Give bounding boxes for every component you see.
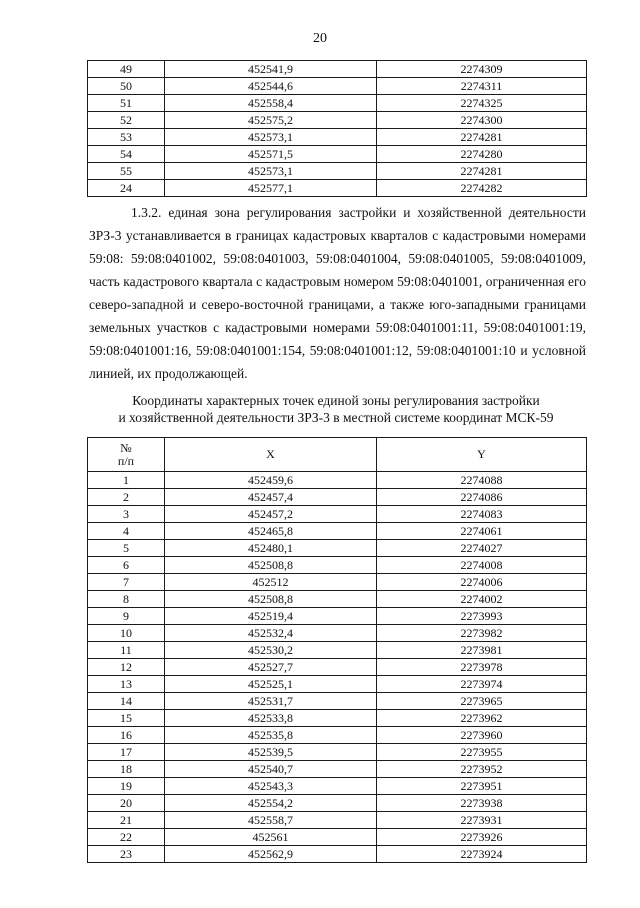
x-coordinate-cell: 452562,9: [165, 846, 377, 863]
point-number-cell: 7: [88, 574, 165, 591]
point-number-cell: 18: [88, 761, 165, 778]
y-coordinate-cell: 2273924: [377, 846, 587, 863]
x-coordinate-cell: 452554,2: [165, 795, 377, 812]
y-coordinate-cell: 2274325: [377, 95, 587, 112]
x-coordinate-cell: 452519,4: [165, 608, 377, 625]
x-coordinate-cell: 452530,2: [165, 642, 377, 659]
table-row: [88, 95, 587, 112]
point-number-cell: 6: [88, 557, 165, 574]
table-row: [88, 78, 587, 95]
table-header-row: [88, 438, 587, 472]
point-number-cell: 15: [88, 710, 165, 727]
point-number-cell: 9: [88, 608, 165, 625]
x-coordinate-cell: 452531,7: [165, 693, 377, 710]
point-number-cell: 55: [88, 163, 165, 180]
y-coordinate-cell: 2273993: [377, 608, 587, 625]
y-coordinate-cell: 2274280: [377, 146, 587, 163]
table-row: [88, 744, 587, 761]
y-coordinate-cell: 2273960: [377, 727, 587, 744]
header-number: [88, 438, 165, 472]
y-coordinate-cell: 2274006: [377, 574, 587, 591]
point-number-cell: 23: [88, 846, 165, 863]
table-row: [88, 489, 587, 506]
table-row: [88, 812, 587, 829]
y-coordinate-cell: 2273974: [377, 676, 587, 693]
table-row: [88, 506, 587, 523]
y-coordinate-cell: 2274309: [377, 61, 587, 78]
x-coordinate-cell: 452525,1: [165, 676, 377, 693]
coordinates-table-body: [88, 472, 587, 863]
point-number-cell: 8: [88, 591, 165, 608]
y-coordinate-cell: 2274281: [377, 163, 587, 180]
table-row: [88, 591, 587, 608]
x-coordinate-cell: 452535,8: [165, 727, 377, 744]
point-number-cell: 13: [88, 676, 165, 693]
table-row: [88, 625, 587, 642]
table-row: [88, 778, 587, 795]
point-number-cell: 54: [88, 146, 165, 163]
x-coordinate-cell: 452459,6: [165, 472, 377, 489]
point-number-cell: 20: [88, 795, 165, 812]
point-number-cell: 10: [88, 625, 165, 642]
x-coordinate-cell: 452573,1: [165, 163, 377, 180]
point-number-cell: 3: [88, 506, 165, 523]
header-x: X: [165, 438, 377, 472]
table-row: [88, 129, 587, 146]
y-coordinate-cell: 2273965: [377, 693, 587, 710]
x-coordinate-cell: 452577,1: [165, 180, 377, 197]
y-coordinate-cell: 2273962: [377, 710, 587, 727]
x-coordinate-cell: 452561: [165, 829, 377, 846]
header-number-line-1: №: [120, 440, 132, 455]
y-coordinate-cell: 2274281: [377, 129, 587, 146]
y-coordinate-cell: 2273938: [377, 795, 587, 812]
section-heading-line-1: Координаты характерных точек единой зоны регулирования застройки: [132, 393, 540, 408]
x-coordinate-cell: 452539,5: [165, 744, 377, 761]
x-coordinate-cell: 452480,1: [165, 540, 377, 557]
page-number: 20: [313, 31, 327, 46]
section-heading: [84, 392, 588, 426]
header-y: Y: [377, 438, 587, 472]
x-coordinate-cell: 452508,8: [165, 591, 377, 608]
point-number-cell: 17: [88, 744, 165, 761]
table-row: [88, 574, 587, 591]
table-row: [88, 761, 587, 778]
point-number-cell: 21: [88, 812, 165, 829]
y-coordinate-cell: 2273926: [377, 829, 587, 846]
x-coordinate-cell: 452508,8: [165, 557, 377, 574]
x-coordinate-cell: 452543,3: [165, 778, 377, 795]
point-number-cell: 51: [88, 95, 165, 112]
header-number-line-2: п/п: [117, 453, 135, 468]
y-coordinate-cell: 2273952: [377, 761, 587, 778]
table-row: [88, 523, 587, 540]
point-number-cell: 24: [88, 180, 165, 197]
table-row: [88, 795, 587, 812]
x-coordinate-cell: 452532,4: [165, 625, 377, 642]
point-number-cell: 11: [88, 642, 165, 659]
y-coordinate-cell: 2274282: [377, 180, 587, 197]
x-coordinate-cell: 452533,8: [165, 710, 377, 727]
y-coordinate-cell: 2273981: [377, 642, 587, 659]
y-coordinate-cell: 2273978: [377, 659, 587, 676]
x-coordinate-cell: 452465,8: [165, 523, 377, 540]
y-coordinate-cell: 2274002: [377, 591, 587, 608]
y-coordinate-cell: 2274311: [377, 78, 587, 95]
point-number-cell: 52: [88, 112, 165, 129]
y-coordinate-cell: 2274008: [377, 557, 587, 574]
x-coordinate-cell: 452558,7: [165, 812, 377, 829]
x-coordinate-cell: 452457,4: [165, 489, 377, 506]
table-row: [88, 163, 587, 180]
y-coordinate-cell: 2273955: [377, 744, 587, 761]
point-number-cell: 12: [88, 659, 165, 676]
x-coordinate-cell: 452541,9: [165, 61, 377, 78]
table-row: [88, 642, 587, 659]
table-row: [88, 61, 587, 78]
table-row: [88, 472, 587, 489]
y-coordinate-cell: 2273982: [377, 625, 587, 642]
y-coordinate-cell: 2274083: [377, 506, 587, 523]
point-number-cell: 5: [88, 540, 165, 557]
x-coordinate-cell: 452573,1: [165, 129, 377, 146]
point-number-cell: 1: [88, 472, 165, 489]
table-row: [88, 710, 587, 727]
x-coordinate-cell: 452512: [165, 574, 377, 591]
table-row: [88, 829, 587, 846]
x-coordinate-cell: 452571,5: [165, 146, 377, 163]
table-row: [88, 846, 587, 863]
table-row: [88, 557, 587, 574]
coordinates-table-continued: [87, 60, 587, 197]
table-row: [88, 693, 587, 710]
point-number-cell: 16: [88, 727, 165, 744]
x-coordinate-cell: 452540,7: [165, 761, 377, 778]
point-number-cell: 19: [88, 778, 165, 795]
table-row: [88, 112, 587, 129]
table-row: [88, 659, 587, 676]
y-coordinate-cell: 2274088: [377, 472, 587, 489]
point-number-cell: 53: [88, 129, 165, 146]
y-coordinate-cell: 2274300: [377, 112, 587, 129]
table-row: [88, 676, 587, 693]
point-number-cell: 50: [88, 78, 165, 95]
y-coordinate-cell: 2273951: [377, 778, 587, 795]
y-coordinate-cell: 2274086: [377, 489, 587, 506]
y-coordinate-cell: 2274061: [377, 523, 587, 540]
zone-description-paragraph: 1.3.2. единая зона регулирования застройки и хозяйственной деятельности ЗРЗ-3 устанавливается в границах кадастровых кварталов с кадастровыми номерами 59:08: 59:08:0401002, 59:08:0401003, 59:08:0401004, 59:08:0401005, 59:08:0401009, часть кадастрового квартала с кадастровым номером 59:08:0401001, ограниченная его северо-западной и северо-восточной границами, а также юго-западными границами земельных участков с кадастровыми номерами 59:08:0401001:11, 59:08:0401001:19, 59:08:0401001:16, 59:08:0401001:154, 59:08:0401001:12, 59:08:0401001:10 и условной линией, их продолжающей.: [89, 205, 586, 381]
x-coordinate-cell: 452575,2: [165, 112, 377, 129]
table-row: [88, 180, 587, 197]
point-number-cell: 2: [88, 489, 165, 506]
x-coordinate-cell: 452544,6: [165, 78, 377, 95]
zrz3-coordinates-table: [87, 437, 587, 863]
coordinates-table-body: [88, 61, 587, 197]
point-number-cell: 22: [88, 829, 165, 846]
table-row: [88, 608, 587, 625]
point-number-cell: 49: [88, 61, 165, 78]
x-coordinate-cell: 452527,7: [165, 659, 377, 676]
section-heading-line-2: и хозяйственной деятельности ЗРЗ-3 в местной системе координат МСК-59: [118, 410, 554, 425]
point-number-cell: 4: [88, 523, 165, 540]
x-coordinate-cell: 452457,2: [165, 506, 377, 523]
y-coordinate-cell: 2273931: [377, 812, 587, 829]
table-row: [88, 146, 587, 163]
x-coordinate-cell: 452558,4: [165, 95, 377, 112]
y-coordinate-cell: 2274027: [377, 540, 587, 557]
point-number-cell: 14: [88, 693, 165, 710]
table-row: [88, 540, 587, 557]
table-row: [88, 727, 587, 744]
